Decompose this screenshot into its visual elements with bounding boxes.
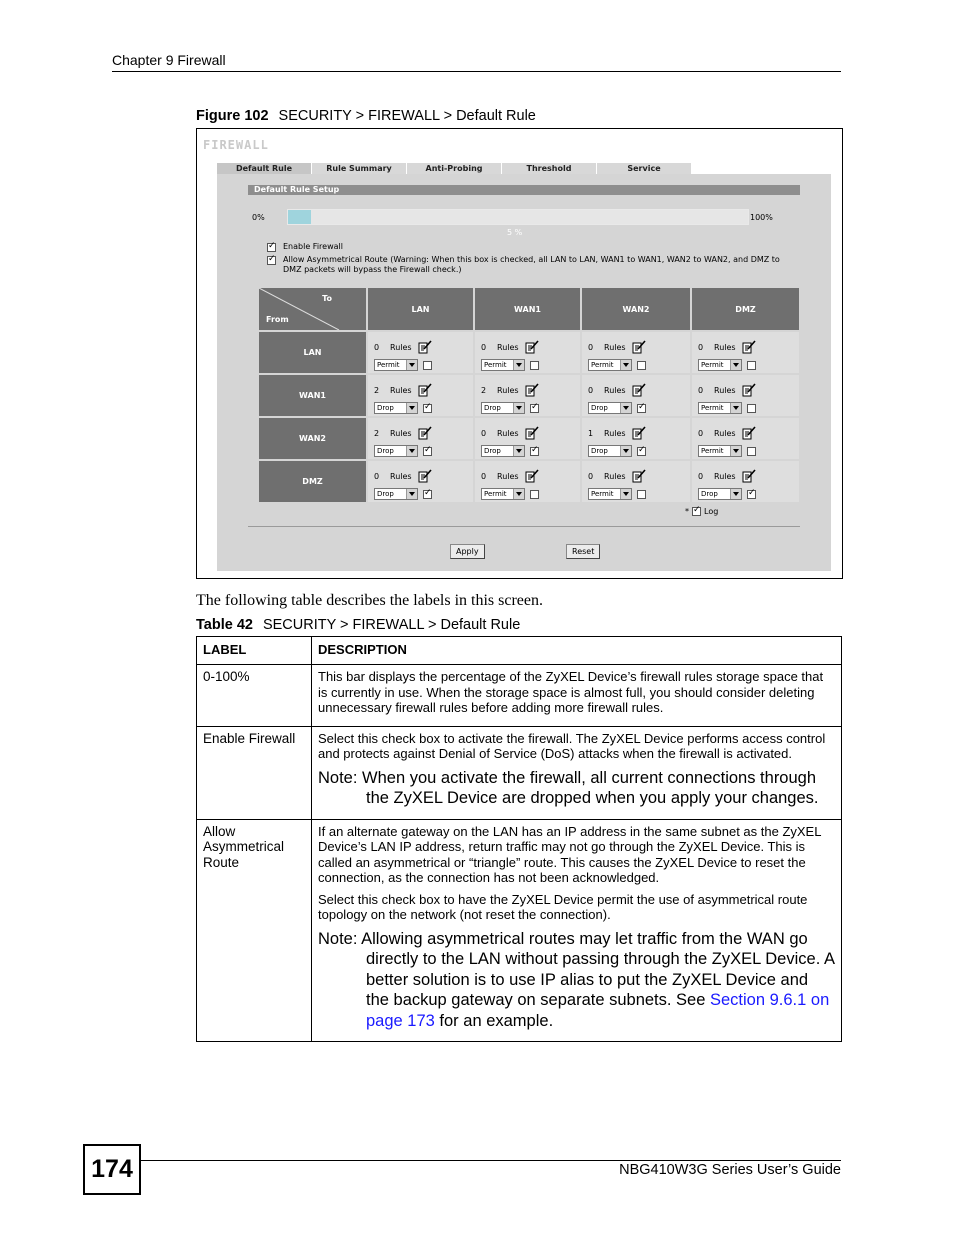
action-select[interactable]	[481, 488, 525, 500]
edit-icon[interactable]	[525, 383, 539, 397]
action-select[interactable]	[698, 445, 742, 457]
table-row	[197, 726, 842, 819]
row-description	[312, 819, 842, 1042]
action-value: Drop	[484, 447, 501, 455]
rule-count-line	[374, 383, 432, 397]
log-star: *	[685, 507, 689, 516]
rule-action-line	[698, 402, 756, 414]
rules-link[interactable]: Rules	[497, 428, 519, 438]
rule-cell	[368, 418, 473, 459]
row-description	[312, 665, 842, 727]
rules-link[interactable]: Rules	[604, 428, 626, 438]
chevron-down-icon	[513, 446, 524, 456]
action-value: Permit	[701, 404, 724, 412]
asym-route-checkbox[interactable]	[267, 256, 276, 265]
action-select[interactable]	[698, 402, 742, 414]
rule-count: 0	[588, 471, 594, 481]
column-header-wan1: WAN1	[475, 288, 580, 330]
description-paragraph: If an alternate gateway on the LAN has an IP address in the same subnet as the ZyXEL Device’s LAN IP address, return traffic may not go through the ZyXEL Device. This is called an asymmetrical or “triangle” route. This causes the ZyXEL Device to reset the connection, as the connection has not been acknowledged.	[318, 823, 821, 885]
action-value: Permit	[701, 447, 724, 455]
row-header-lan: LAN	[259, 332, 366, 373]
row-description	[312, 726, 842, 819]
rule-count-line	[588, 340, 646, 354]
action-value: Drop	[377, 404, 394, 412]
rule-action-line	[481, 359, 539, 371]
chevron-down-icon	[406, 446, 417, 456]
edit-icon[interactable]	[632, 469, 646, 483]
log-checkbox[interactable]	[747, 404, 756, 413]
rules-link[interactable]: Rules	[604, 385, 626, 395]
table-label: Table 42	[196, 617, 253, 633]
action-select[interactable]	[481, 402, 525, 414]
enable-firewall-checkbox[interactable]	[267, 243, 276, 252]
rule-count: 0	[698, 471, 704, 481]
rule-count: 0	[588, 385, 594, 395]
rule-count-line	[481, 426, 539, 440]
action-value: Permit	[591, 490, 614, 498]
matrix-row-wan2	[259, 418, 799, 459]
asym-route-label: Allow Asymmetrical Route (Warning: When this box is checked, all LAN to LAN, WAN1 to WAN1, WAN2 to WAN2, and DMZ to DMZ packets will bypass the Firewall check.)	[283, 255, 780, 274]
rule-action-line	[374, 359, 432, 371]
rules-link[interactable]: Rules	[497, 342, 519, 352]
screen-title: FIREWALL	[203, 138, 269, 152]
log-checkbox[interactable]	[637, 490, 646, 499]
action-value: Permit	[484, 490, 507, 498]
rule-count: 0	[698, 428, 704, 438]
action-select[interactable]	[698, 359, 742, 371]
rule-count-line	[698, 340, 756, 354]
rule-action-line	[698, 359, 756, 371]
action-select[interactable]	[698, 488, 742, 500]
from-label: From	[266, 315, 289, 324]
column-header-dmz: DMZ	[692, 288, 799, 330]
rule-count-line	[481, 469, 539, 483]
page-number: 174	[83, 1144, 141, 1195]
rule-action-line	[588, 488, 646, 500]
action-value: Drop	[591, 447, 608, 455]
rule-count: 0	[698, 342, 704, 352]
action-value: Permit	[701, 361, 724, 369]
chevron-down-icon	[513, 489, 524, 499]
action-select[interactable]	[374, 402, 418, 414]
edit-icon[interactable]	[418, 469, 432, 483]
action-select[interactable]	[374, 488, 418, 500]
row-label: 0-100%	[197, 665, 312, 727]
note	[318, 929, 835, 1032]
edit-icon[interactable]	[742, 469, 756, 483]
action-select[interactable]	[374, 359, 418, 371]
rules-link[interactable]: Rules	[714, 342, 736, 352]
rule-cell	[582, 375, 690, 416]
rule-count: 0	[481, 471, 487, 481]
description-paragraph: Select this check box to have the ZyXEL Device permit the use of asymmetrical route topology on the network (not reset the connection).	[318, 891, 808, 922]
log-legend-label: Log	[704, 507, 719, 516]
usage-max-label: 100%	[750, 213, 773, 222]
rule-action-line	[698, 445, 756, 457]
section-title: Default Rule Setup	[248, 185, 800, 195]
log-checkbox[interactable]	[530, 404, 539, 413]
settings-panel	[217, 174, 831, 571]
rule-count-line	[481, 383, 539, 397]
log-checkbox[interactable]	[423, 447, 432, 456]
action-value: Drop	[377, 447, 394, 455]
tab-threshold[interactable]: Threshold	[502, 163, 596, 174]
log-checkbox[interactable]	[423, 361, 432, 370]
enable-firewall-label: Enable Firewall	[283, 242, 343, 251]
footer-rule	[141, 1160, 841, 1161]
edit-icon[interactable]	[418, 340, 432, 354]
rule-count: 0	[588, 342, 594, 352]
action-select[interactable]	[588, 488, 632, 500]
action-select[interactable]	[588, 402, 632, 414]
matrix-row-lan	[259, 332, 799, 373]
chevron-down-icon	[620, 489, 631, 499]
note-text: Note: Allowing asymmetrical routes may let traffic from the WAN go directly to the LAN without passing through the ZyXEL Device. A better solution is to use IP alias to put the ZyXEL Device and the backup gateway on separate subnets. See	[318, 929, 835, 1009]
rules-link[interactable]: Rules	[390, 471, 412, 481]
rule-count: 0	[481, 428, 487, 438]
rule-count-line	[588, 383, 646, 397]
action-select[interactable]	[374, 445, 418, 457]
tab-rule-summary[interactable]: Rule Summary	[312, 163, 406, 174]
action-select[interactable]	[481, 445, 525, 457]
log-checkbox[interactable]	[637, 404, 646, 413]
log-checkbox[interactable]	[530, 490, 539, 499]
rule-action-line	[588, 359, 646, 371]
rules-link[interactable]: Rules	[390, 428, 412, 438]
column-header-lan: LAN	[368, 288, 473, 330]
rule-cell	[692, 418, 799, 459]
rule-count-line	[698, 426, 756, 440]
action-value: Permit	[484, 361, 507, 369]
figure-caption	[196, 108, 536, 124]
rule-action-line	[374, 402, 432, 414]
matrix-corner	[259, 288, 366, 330]
rule-count: 2	[481, 385, 487, 395]
action-value: Drop	[377, 490, 394, 498]
rule-count: 1	[588, 428, 594, 438]
enable-firewall-option	[267, 242, 343, 252]
tab-bar	[217, 163, 692, 174]
rule-cell	[692, 332, 799, 373]
rule-cell	[582, 461, 690, 502]
rules-link[interactable]: Rules	[714, 471, 736, 481]
column-header-wan2: WAN2	[582, 288, 690, 330]
rule-cell	[582, 332, 690, 373]
row-header-wan1: WAN1	[259, 375, 366, 416]
rule-count-line	[374, 469, 432, 483]
edit-icon[interactable]	[525, 426, 539, 440]
rules-link[interactable]: Rules	[497, 471, 519, 481]
row-label: Allow Asymmetrical Route	[197, 819, 312, 1042]
rule-cell	[475, 375, 580, 416]
rule-cell	[475, 461, 580, 502]
table-row	[197, 819, 842, 1042]
description-paragraph: Select this check box to activate the firewall. The ZyXEL Device performs access control and protects against Denial of Service (DoS) attacks when the firewall is activated.	[318, 730, 826, 761]
rule-cell	[368, 332, 473, 373]
figure-caption-text: SECURITY > FIREWALL > Default Rule	[278, 108, 536, 124]
tab-service[interactable]: Service	[597, 163, 691, 174]
rules-link[interactable]: Rules	[604, 342, 626, 352]
divider	[248, 526, 800, 527]
rule-cell	[368, 375, 473, 416]
action-value: Drop	[701, 490, 718, 498]
table-row	[197, 665, 842, 727]
edit-icon[interactable]	[742, 383, 756, 397]
rule-count: 2	[374, 385, 380, 395]
note-tail: for an example.	[439, 1011, 554, 1030]
rule-cell	[475, 418, 580, 459]
rules-link[interactable]: Rules	[497, 385, 519, 395]
edit-icon[interactable]	[525, 340, 539, 354]
table-caption	[196, 617, 520, 633]
to-label: To	[322, 294, 332, 303]
rule-count-line	[481, 340, 539, 354]
header-rule	[112, 71, 841, 72]
usage-value: 5 %	[507, 228, 523, 237]
rule-count-line	[374, 340, 432, 354]
rule-count-line	[698, 383, 756, 397]
matrix-row-wan1	[259, 375, 799, 416]
row-label: Enable Firewall	[197, 726, 312, 819]
rules-link[interactable]: Rules	[604, 471, 626, 481]
rule-cell	[475, 332, 580, 373]
matrix-row-dmz	[259, 461, 799, 502]
chevron-down-icon	[730, 360, 741, 370]
edit-icon[interactable]	[742, 340, 756, 354]
rule-cell	[582, 418, 690, 459]
action-select[interactable]	[588, 445, 632, 457]
firewall-screenshot	[196, 128, 843, 579]
rule-matrix	[257, 286, 801, 504]
col-description-header: DESCRIPTION	[312, 637, 842, 665]
edit-icon[interactable]	[418, 383, 432, 397]
rule-action-line	[698, 488, 756, 500]
reset-button[interactable]: Reset	[566, 544, 600, 559]
chevron-down-icon	[620, 360, 631, 370]
action-select[interactable]	[481, 359, 525, 371]
chevron-down-icon	[620, 446, 631, 456]
rule-count: 2	[374, 428, 380, 438]
rule-action-line	[374, 488, 432, 500]
chevron-down-icon	[730, 403, 741, 413]
usage-bar	[287, 209, 749, 225]
log-legend	[685, 507, 718, 516]
log-checkbox[interactable]	[423, 490, 432, 499]
log-checkbox[interactable]	[637, 447, 646, 456]
note: Note: When you activate the firewall, all current connections through the ZyXEL Device are dropped when you apply your changes.	[318, 768, 819, 807]
chevron-down-icon	[406, 403, 417, 413]
rule-count-line	[588, 426, 646, 440]
row-header-wan2: WAN2	[259, 418, 366, 459]
log-checkbox[interactable]	[747, 361, 756, 370]
usage-bar-fill	[288, 210, 311, 224]
running-head: Chapter 9 Firewall	[112, 52, 226, 68]
rule-count-line	[588, 469, 646, 483]
edit-icon[interactable]	[632, 426, 646, 440]
action-value: Drop	[591, 404, 608, 412]
log-checkbox[interactable]	[747, 490, 756, 499]
tab-default-rule[interactable]: Default Rule	[217, 163, 311, 174]
rules-link[interactable]: Rules	[390, 385, 412, 395]
edit-icon[interactable]	[742, 426, 756, 440]
usage-min-label: 0%	[252, 213, 265, 222]
edit-icon[interactable]	[418, 426, 432, 440]
edit-icon[interactable]	[525, 469, 539, 483]
description-paragraph: This bar displays the percentage of the ZyXEL Device’s firewall rules storage space that is currently in use. When the storage space is almost full, you should consider deleting unnecessary firewall rules before adding more firewall rules.	[318, 669, 824, 715]
rule-action-line	[481, 488, 539, 500]
chevron-down-icon	[406, 489, 417, 499]
col-label-header: LABEL	[197, 637, 312, 665]
action-value: Drop	[484, 404, 501, 412]
rule-action-line	[588, 402, 646, 414]
intro-text: The following table describes the labels in this screen.	[196, 592, 544, 609]
rule-cell	[368, 461, 473, 502]
footer-guide-title: NBG410W3G Series User’s Guide	[619, 1162, 841, 1178]
chevron-down-icon	[620, 403, 631, 413]
rule-count: 0	[481, 342, 487, 352]
edit-icon[interactable]	[632, 383, 646, 397]
log-legend-checkbox	[692, 507, 701, 516]
action-value: Permit	[591, 361, 614, 369]
rule-action-line	[374, 445, 432, 457]
rules-link[interactable]: Rules	[714, 385, 736, 395]
action-select[interactable]	[588, 359, 632, 371]
asym-route-option	[267, 255, 787, 275]
rule-count: 0	[374, 471, 380, 481]
rule-count-line	[698, 469, 756, 483]
label-description-table	[196, 636, 842, 1042]
rule-cell	[692, 375, 799, 416]
chevron-down-icon	[730, 446, 741, 456]
log-checkbox[interactable]	[530, 361, 539, 370]
rule-action-line	[588, 445, 646, 457]
log-checkbox[interactable]	[423, 404, 432, 413]
tab-anti-probing[interactable]: Anti-Probing	[407, 163, 501, 174]
chevron-down-icon	[406, 360, 417, 370]
section-link[interactable]: Section 9.6.1 on page 173	[366, 991, 830, 1030]
figure-label: Figure 102	[196, 108, 269, 124]
rule-action-line	[481, 402, 539, 414]
apply-button[interactable]: Apply	[450, 544, 485, 559]
table-caption-text: SECURITY > FIREWALL > Default Rule	[262, 617, 521, 633]
log-checkbox[interactable]	[747, 447, 756, 456]
rule-cell	[692, 461, 799, 502]
rule-action-line	[481, 445, 539, 457]
rules-link[interactable]: Rules	[390, 342, 412, 352]
log-checkbox[interactable]	[637, 361, 646, 370]
chevron-down-icon	[513, 360, 524, 370]
chevron-down-icon	[513, 403, 524, 413]
rules-link[interactable]: Rules	[714, 428, 736, 438]
rule-count-line	[374, 426, 432, 440]
edit-icon[interactable]	[632, 340, 646, 354]
log-checkbox[interactable]	[530, 447, 539, 456]
action-value: Permit	[377, 361, 400, 369]
chevron-down-icon	[730, 489, 741, 499]
row-header-dmz: DMZ	[259, 461, 366, 502]
rule-count: 0	[374, 342, 380, 352]
rule-count: 0	[698, 385, 704, 395]
